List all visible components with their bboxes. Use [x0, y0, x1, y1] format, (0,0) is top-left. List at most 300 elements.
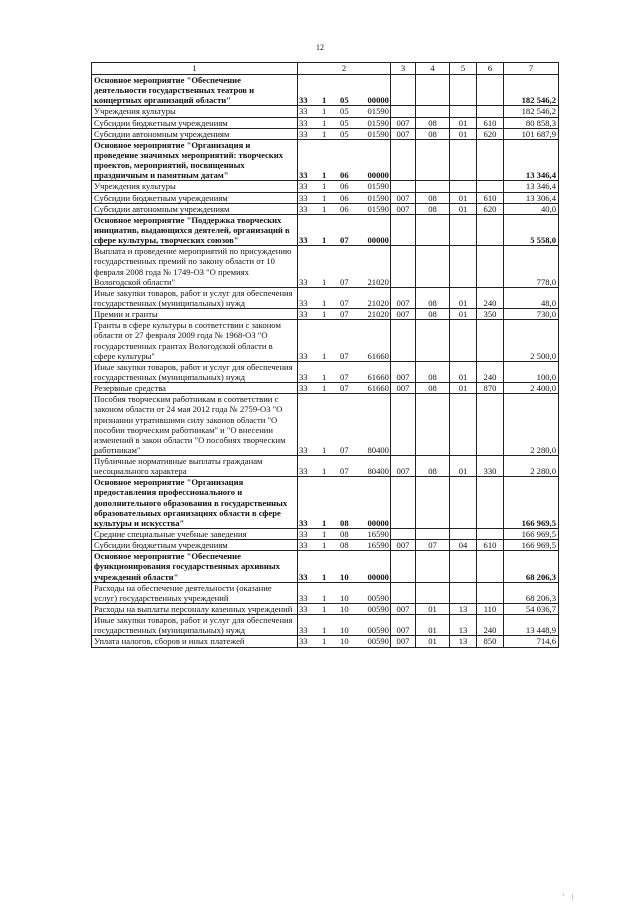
- row-ministry-code: 007: [391, 117, 416, 128]
- row-code: [298, 477, 391, 529]
- row-code: [298, 361, 391, 382]
- code-part: 1: [322, 604, 327, 615]
- row-name: Субсидии бюджетным учреждениям: [92, 540, 298, 551]
- row-section: 08: [416, 192, 450, 203]
- row-section: [416, 529, 450, 540]
- table-row: [92, 75, 559, 106]
- row-name: Основное мероприятие "Поддержка творческих инициатив, выдающихся деятелей, организаций в сфере культуры, творческих союзов": [92, 214, 298, 245]
- code-part: 33: [299, 444, 308, 455]
- code-part: 1: [322, 529, 327, 540]
- row-expense-type: [477, 214, 504, 245]
- table-row: [92, 320, 559, 362]
- code-part: 07: [340, 444, 349, 455]
- code-part: 33: [299, 276, 308, 287]
- code-part: 00000: [367, 95, 389, 106]
- code-part: 1: [322, 95, 327, 106]
- table-row: [92, 287, 559, 308]
- row-expense-type: [477, 139, 504, 181]
- row-ministry-code: 007: [391, 309, 416, 320]
- code-part: 33: [299, 235, 308, 246]
- code-part: 00000: [367, 517, 389, 528]
- row-section: [416, 394, 450, 456]
- code-part: 10: [340, 604, 349, 615]
- table-row: [92, 604, 559, 615]
- code-part: 1: [322, 571, 327, 582]
- table-row: [92, 636, 559, 647]
- table-row: [92, 139, 559, 181]
- table-row: [92, 540, 559, 551]
- code-part: 33: [299, 170, 308, 181]
- table-row: [92, 361, 559, 382]
- row-section: [416, 181, 450, 192]
- row-code: [298, 582, 391, 603]
- row-name: Расходы на обеспечение деятельности (оказание услуг) государственных учреждений: [92, 582, 298, 603]
- code-part: 1: [322, 170, 327, 181]
- code-part: 01590: [367, 128, 389, 139]
- code-part: 08: [340, 540, 349, 551]
- code-part: 33: [299, 128, 308, 139]
- row-ministry-code: [391, 551, 416, 582]
- row-subsection: [450, 139, 477, 181]
- table-row: [92, 214, 559, 245]
- row-name: Иные закупки товаров, работ и услуг для обеспечения государственных (муниципальных) нужд: [92, 615, 298, 636]
- row-name: Основное мероприятие "Обеспечение деятельности государственных театров и концертных организаций области": [92, 75, 298, 106]
- row-ministry-code: 007: [391, 615, 416, 636]
- row-expense-type: [477, 106, 504, 117]
- code-part: 80400: [367, 466, 389, 477]
- row-subsection: [450, 75, 477, 106]
- code-part: 1: [322, 235, 327, 246]
- row-section: [416, 477, 450, 529]
- row-amount: 730,0: [504, 309, 559, 320]
- row-subsection: 13: [450, 636, 477, 647]
- header-cell: 2: [298, 63, 391, 75]
- code-part: 1: [322, 128, 327, 139]
- row-amount: 100,0: [504, 361, 559, 382]
- code-part: 21020: [367, 276, 389, 287]
- code-part: 01590: [367, 181, 389, 192]
- row-code: [298, 529, 391, 540]
- row-expense-type: [477, 394, 504, 456]
- row-subsection: 01: [450, 128, 477, 139]
- code-part: 80400: [367, 444, 389, 455]
- row-amount: 54 036,7: [504, 604, 559, 615]
- table-row: [92, 117, 559, 128]
- row-subsection: [450, 320, 477, 362]
- table-row: [92, 615, 559, 636]
- code-part: 05: [340, 117, 349, 128]
- row-ministry-code: [391, 246, 416, 288]
- code-part: 33: [299, 540, 308, 551]
- code-part: 1: [322, 517, 327, 528]
- code-part: 33: [299, 625, 308, 636]
- row-code: [298, 394, 391, 456]
- row-amount: 2 280,0: [504, 394, 559, 456]
- code-part: 05: [340, 95, 349, 106]
- header-cell: 3: [391, 63, 416, 75]
- row-section: 08: [416, 287, 450, 308]
- code-part: 07: [340, 383, 349, 394]
- code-part: 01590: [367, 117, 389, 128]
- table-row: [92, 128, 559, 139]
- row-code: [298, 106, 391, 117]
- row-expense-type: 610: [477, 117, 504, 128]
- row-expense-type: [477, 551, 504, 582]
- row-subsection: [450, 582, 477, 603]
- row-name: Гранты в сфере культуры в соответствии с законом области от 27 февраля 2009 года № 1968-ОЗ "О государственных грантах Вологодской области в сфере культуры": [92, 320, 298, 362]
- row-expense-type: 350: [477, 309, 504, 320]
- row-ministry-code: [391, 394, 416, 456]
- row-name: Основное мероприятие "Организация предоставления профессионального и дополнительного образования в государственных образовательных организациях области в сфере культуры и искусства": [92, 477, 298, 529]
- row-ministry-code: [391, 75, 416, 106]
- row-amount: 182 546,2: [504, 106, 559, 117]
- row-code: [298, 320, 391, 362]
- row-name: Средние специальные учебные заведения: [92, 529, 298, 540]
- row-ministry-code: [391, 582, 416, 603]
- row-name: Уплата налогов, сборов и иных платежей: [92, 636, 298, 647]
- header-cell: 4: [416, 63, 450, 75]
- row-amount: 778,0: [504, 246, 559, 288]
- code-part: 61660: [367, 371, 389, 382]
- row-amount: 101 687,9: [504, 128, 559, 139]
- code-part: 33: [299, 106, 308, 117]
- row-subsection: 01: [450, 203, 477, 214]
- row-amount: 48,0: [504, 287, 559, 308]
- row-ministry-code: 007: [391, 456, 416, 477]
- row-subsection: [450, 477, 477, 529]
- code-part: 33: [299, 181, 308, 192]
- code-part: 1: [322, 371, 327, 382]
- row-code: [298, 604, 391, 615]
- code-part: 1: [322, 350, 327, 361]
- code-part: 33: [299, 309, 308, 320]
- code-part: 06: [340, 181, 349, 192]
- row-expense-type: 240: [477, 615, 504, 636]
- code-part: 10: [340, 625, 349, 636]
- row-subsection: [450, 246, 477, 288]
- table-row: [92, 203, 559, 214]
- code-part: 1: [322, 383, 327, 394]
- row-section: [416, 139, 450, 181]
- code-part: 61660: [367, 383, 389, 394]
- scan-mark: ' |: [563, 893, 577, 901]
- code-part: 1: [322, 203, 327, 214]
- row-expense-type: 240: [477, 287, 504, 308]
- row-section: 08: [416, 203, 450, 214]
- table-row: [92, 181, 559, 192]
- code-part: 00000: [367, 235, 389, 246]
- code-part: 33: [299, 371, 308, 382]
- row-code: [298, 615, 391, 636]
- row-name: Основное мероприятие "Обеспечение функционирования государственных архивных учреждений области": [92, 551, 298, 582]
- row-ministry-code: 007: [391, 604, 416, 615]
- row-section: [416, 551, 450, 582]
- code-part: 10: [340, 592, 349, 603]
- row-subsection: [450, 529, 477, 540]
- row-amount: 13 306,4: [504, 192, 559, 203]
- row-subsection: 01: [450, 361, 477, 382]
- budget-table: [91, 62, 559, 648]
- table-row: [92, 456, 559, 477]
- row-subsection: 01: [450, 383, 477, 394]
- row-subsection: 01: [450, 117, 477, 128]
- code-part: 21020: [367, 297, 389, 308]
- code-part: 1: [322, 444, 327, 455]
- row-expense-type: [477, 75, 504, 106]
- code-part: 08: [340, 529, 349, 540]
- row-name: Резервные средства: [92, 383, 298, 394]
- row-code: [298, 636, 391, 647]
- code-part: 08: [340, 517, 349, 528]
- row-section: [416, 582, 450, 603]
- code-part: 33: [299, 592, 308, 603]
- row-expense-type: 850: [477, 636, 504, 647]
- code-part: 1: [322, 540, 327, 551]
- row-section: 08: [416, 309, 450, 320]
- row-expense-type: 620: [477, 128, 504, 139]
- row-expense-type: [477, 320, 504, 362]
- code-part: 33: [299, 192, 308, 203]
- row-code: [298, 128, 391, 139]
- table-row: [92, 309, 559, 320]
- row-expense-type: 610: [477, 540, 504, 551]
- row-section: 07: [416, 540, 450, 551]
- row-subsection: 04: [450, 540, 477, 551]
- table-row: [92, 246, 559, 288]
- row-name: Публичные нормативные выплаты гражданам несоциального характера: [92, 456, 298, 477]
- row-expense-type: 110: [477, 604, 504, 615]
- row-ministry-code: 007: [391, 192, 416, 203]
- row-ministry-code: 007: [391, 203, 416, 214]
- code-part: 61660: [367, 350, 389, 361]
- code-part: 07: [340, 350, 349, 361]
- row-amount: 13 346,4: [504, 139, 559, 181]
- row-ministry-code: 007: [391, 361, 416, 382]
- row-expense-type: [477, 477, 504, 529]
- code-part: 16590: [367, 540, 389, 551]
- row-code: [298, 551, 391, 582]
- code-part: 06: [340, 170, 349, 181]
- row-ministry-code: [391, 529, 416, 540]
- code-part: 01590: [367, 106, 389, 117]
- row-name: Выплата и проведение мероприятий по присуждению государственных премий по закону области от 10 февраля 2008 года № 1749-ОЗ "О премиях Вологодской области": [92, 246, 298, 288]
- row-amount: 40,0: [504, 203, 559, 214]
- row-section: 08: [416, 128, 450, 139]
- table-row: [92, 477, 559, 529]
- code-part: 05: [340, 106, 349, 117]
- code-part: 1: [322, 625, 327, 636]
- row-amount: 13 346,4: [504, 181, 559, 192]
- row-subsection: 01: [450, 287, 477, 308]
- row-name: Субсидии бюджетным учреждениям: [92, 192, 298, 203]
- row-section: 08: [416, 456, 450, 477]
- code-part: 00590: [367, 625, 389, 636]
- row-subsection: [450, 214, 477, 245]
- row-amount: 13 448,9: [504, 615, 559, 636]
- row-expense-type: 870: [477, 383, 504, 394]
- code-part: 06: [340, 192, 349, 203]
- code-part: 00590: [367, 636, 389, 647]
- row-subsection: [450, 551, 477, 582]
- code-part: 1: [322, 636, 327, 647]
- table-header-row: [92, 63, 559, 75]
- code-part: 33: [299, 636, 308, 647]
- code-part: 1: [322, 117, 327, 128]
- code-part: 07: [340, 371, 349, 382]
- row-section: 01: [416, 636, 450, 647]
- row-expense-type: 620: [477, 203, 504, 214]
- code-part: 07: [340, 309, 349, 320]
- row-name: Учреждения культуры: [92, 106, 298, 117]
- row-name: Субсидии автономным учреждениям: [92, 128, 298, 139]
- code-part: 10: [340, 636, 349, 647]
- row-name: Субсидии автономным учреждениям: [92, 203, 298, 214]
- code-part: 00000: [367, 571, 389, 582]
- row-ministry-code: 007: [391, 636, 416, 647]
- row-amount: 2 280,0: [504, 456, 559, 477]
- table-row: [92, 383, 559, 394]
- row-expense-type: 330: [477, 456, 504, 477]
- header-cell: 6: [477, 63, 504, 75]
- row-ministry-code: 007: [391, 128, 416, 139]
- row-expense-type: 610: [477, 192, 504, 203]
- row-ministry-code: [391, 477, 416, 529]
- code-part: 1: [322, 297, 327, 308]
- row-section: 01: [416, 604, 450, 615]
- row-code: [298, 192, 391, 203]
- row-name: Иные закупки товаров, работ и услуг для обеспечения государственных (муниципальных) нужд: [92, 287, 298, 308]
- code-part: 10: [340, 571, 349, 582]
- row-name: Иные закупки товаров, работ и услуг для обеспечения государственных (муниципальных) нужд: [92, 361, 298, 382]
- code-part: 00590: [367, 604, 389, 615]
- row-expense-type: [477, 582, 504, 603]
- row-expense-type: [477, 246, 504, 288]
- table-row: [92, 394, 559, 456]
- row-subsection: 13: [450, 615, 477, 636]
- row-section: 08: [416, 383, 450, 394]
- row-expense-type: [477, 529, 504, 540]
- header-cell: 5: [450, 63, 477, 75]
- row-amount: 166 969,5: [504, 477, 559, 529]
- code-part: 33: [299, 297, 308, 308]
- table-row: [92, 582, 559, 603]
- row-name: Пособия творческим работникам в соответствии с законом области от 24 мая 2012 года № 2759-ОЗ "О признании утратившими силу законов области "О пособии творческим работникам" и "О внесении изменений в закон области "О пособиях творческим работникам": [92, 394, 298, 456]
- row-ministry-code: [391, 320, 416, 362]
- page-number: 12: [316, 43, 324, 52]
- row-code: [298, 309, 391, 320]
- row-ministry-code: 007: [391, 383, 416, 394]
- code-part: 33: [299, 383, 308, 394]
- code-part: 01590: [367, 192, 389, 203]
- code-part: 21020: [367, 309, 389, 320]
- code-part: 01590: [367, 203, 389, 214]
- row-code: [298, 139, 391, 181]
- row-amount: 5 558,0: [504, 214, 559, 245]
- code-part: 07: [340, 466, 349, 477]
- code-part: 1: [322, 592, 327, 603]
- code-part: 33: [299, 350, 308, 361]
- table-row: [92, 106, 559, 117]
- table-row: [92, 192, 559, 203]
- row-code: [298, 383, 391, 394]
- row-amount: 68 206,3: [504, 582, 559, 603]
- row-subsection: 13: [450, 604, 477, 615]
- row-expense-type: 240: [477, 361, 504, 382]
- row-code: [298, 203, 391, 214]
- code-part: 1: [322, 192, 327, 203]
- row-ministry-code: [391, 106, 416, 117]
- row-amount: 80 858,3: [504, 117, 559, 128]
- row-code: [298, 540, 391, 551]
- row-name: Премии и гранты: [92, 309, 298, 320]
- row-subsection: 01: [450, 456, 477, 477]
- row-subsection: [450, 181, 477, 192]
- code-part: 33: [299, 203, 308, 214]
- code-part: 33: [299, 117, 308, 128]
- row-section: 08: [416, 361, 450, 382]
- header-cell: 7: [504, 63, 559, 75]
- code-part: 1: [322, 276, 327, 287]
- code-part: 07: [340, 235, 349, 246]
- row-code: [298, 456, 391, 477]
- row-code: [298, 287, 391, 308]
- row-amount: 166 969,5: [504, 540, 559, 551]
- row-section: 01: [416, 615, 450, 636]
- row-code: [298, 246, 391, 288]
- row-amount: 714,6: [504, 636, 559, 647]
- code-part: 1: [322, 181, 327, 192]
- code-part: 05: [340, 128, 349, 139]
- row-section: [416, 214, 450, 245]
- row-code: [298, 117, 391, 128]
- row-section: [416, 320, 450, 362]
- row-name: Учреждения культуры: [92, 181, 298, 192]
- code-part: 16590: [367, 529, 389, 540]
- row-expense-type: [477, 181, 504, 192]
- row-ministry-code: [391, 139, 416, 181]
- row-ministry-code: [391, 181, 416, 192]
- row-name: Основное мероприятие "Организация и проведение значимых мероприятий: творческих проектов, мероприятий, посвященных праздничным и памятным датам": [92, 139, 298, 181]
- row-ministry-code: 007: [391, 287, 416, 308]
- row-code: [298, 75, 391, 106]
- code-part: 33: [299, 604, 308, 615]
- row-amount: 2 400,0: [504, 383, 559, 394]
- row-name: Расходы на выплаты персоналу казенных учреждений: [92, 604, 298, 615]
- row-name: Субсидии бюджетным учреждениям: [92, 117, 298, 128]
- row-amount: 166 969,5: [504, 529, 559, 540]
- row-subsection: [450, 394, 477, 456]
- row-subsection: 01: [450, 192, 477, 203]
- code-part: 33: [299, 571, 308, 582]
- code-part: 1: [322, 466, 327, 477]
- row-subsection: [450, 106, 477, 117]
- code-part: 33: [299, 517, 308, 528]
- row-section: [416, 246, 450, 288]
- row-section: [416, 75, 450, 106]
- header-cell: 1: [92, 63, 298, 75]
- row-amount: 182 546,2: [504, 75, 559, 106]
- code-part: 07: [340, 276, 349, 287]
- code-part: 06: [340, 203, 349, 214]
- table-row: [92, 551, 559, 582]
- row-code: [298, 214, 391, 245]
- row-section: [416, 106, 450, 117]
- row-amount: 68 206,3: [504, 551, 559, 582]
- table-row: [92, 529, 559, 540]
- code-part: 00590: [367, 592, 389, 603]
- code-part: 07: [340, 297, 349, 308]
- code-part: 33: [299, 95, 308, 106]
